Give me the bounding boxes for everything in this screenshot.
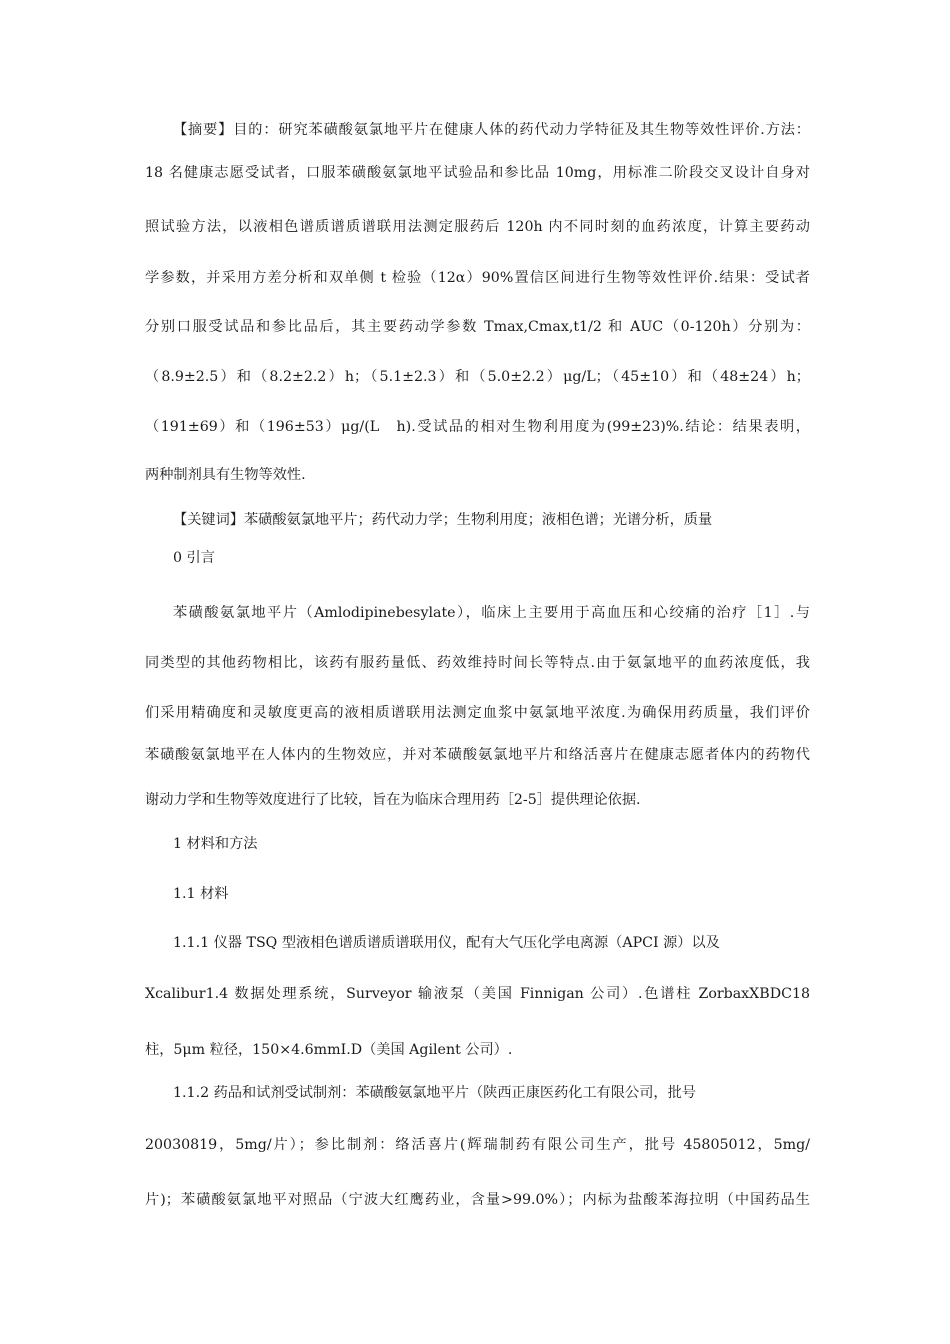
abstract-line-8: 两种制剂具有生物等效性. xyxy=(145,467,306,483)
abstract-line-5: 分别口服受试品和参比品后，其主要药动学参数 Tmax,Cmax,t1/2 和 AUC（0-120h）分别为： xyxy=(145,319,810,335)
reagents-line-2: 20030819，5mg/片）；参比制剂：络活喜片(辉瑞制药有限公司生产，批号 45805012，5mg/ xyxy=(145,1137,810,1153)
abstract-line-6: （8.9±2.5）和（8.2±2.2）h；（5.1±2.3）和（5.0±2.2）μg/L；（45±10）和（48±24）h； xyxy=(145,369,810,385)
abstract-line-3: 照试验方法，以液相色谱质谱质谱联用法测定服药后 120h 内不同时刻的血药浓度，计算主要药动 xyxy=(145,219,810,235)
instruments-line-1: 1.1.1 仪器 TSQ 型液相色谱质谱质谱联用仪，配有大气压化学电离源（APCI 源）以及 xyxy=(173,935,720,951)
intro-line-4: 苯磺酸氨氯地平在人体内的生物效应，并对苯磺酸氨氯地平片和络活喜片在健康志愿者体内的药物代 xyxy=(145,747,810,763)
reagents-line-1: 1.1.2 药品和试剂受试制剂：苯磺酸氨氯地平片（陕西正康医药化工有限公司，批号 xyxy=(173,1085,696,1101)
section-1-1-title: 1.1 材料 xyxy=(173,886,229,902)
section-0-title: 0 引言 xyxy=(173,550,215,566)
abstract-line-2: 18 名健康志愿受试者，口服苯磺酸氨氯地平试验品和参比品 10mg，用标准二阶段交叉设计自身对 xyxy=(145,165,810,181)
keywords-line: 【关键词】苯磺酸氨氯地平片；药代动力学；生物利用度；液相色谱；光谱分析，质量 xyxy=(173,512,713,528)
intro-line-1: 苯磺酸氨氯地平片（Amlodipinebesylate），临床上主要用于高血压和心绞痛的治疗［1］.与 xyxy=(173,605,810,621)
section-1-title: 1 材料和方法 xyxy=(173,836,258,852)
instruments-line-2: Xcalibur1.4 数据处理系统，Surveyor 输液泵（美国 Finnigan 公司）.色谱柱 ZorbaxXBDC18 xyxy=(145,986,810,1002)
intro-line-2: 同类型的其他药物相比，该药有服药量低、药效维持时间长等特点.由于氨氯地平的血药浓度低，我 xyxy=(145,655,810,671)
reagents-line-3: 片)；苯磺酸氨氯地平对照品（宁波大红鹰药业，含量>99.0%）；内标为盐酸苯海拉明（中国药品生 xyxy=(145,1192,810,1208)
intro-line-5: 谢动力学和生物等效度进行了比较，旨在为临床合理用药［2-5］提供理论依据. xyxy=(145,792,641,808)
abstract-line-7: （191±69）和（196±53）μg/(L h).受试品的相对生物利用度为(99±23)%.结论：结果表明， xyxy=(145,419,810,435)
instruments-line-3: 柱，5μm 粒径，150×4.6mmI.D（美国 Agilent 公司）. xyxy=(145,1042,513,1058)
intro-line-3: 们采用精确度和灵敏度更高的液相质谱联用法测定血浆中氨氯地平浓度.为确保用药质量，我们评价 xyxy=(145,705,810,721)
abstract-line-1: 【摘要】目的：研究苯磺酸氨氯地平片在健康人体的药代动力学特征及其生物等效性评价.方法： xyxy=(173,122,810,138)
abstract-line-4: 学参数，并采用方差分析和双单侧 t 检验（12α）90%置信区间进行生物等效性评价.结果：受试者 xyxy=(145,270,810,286)
